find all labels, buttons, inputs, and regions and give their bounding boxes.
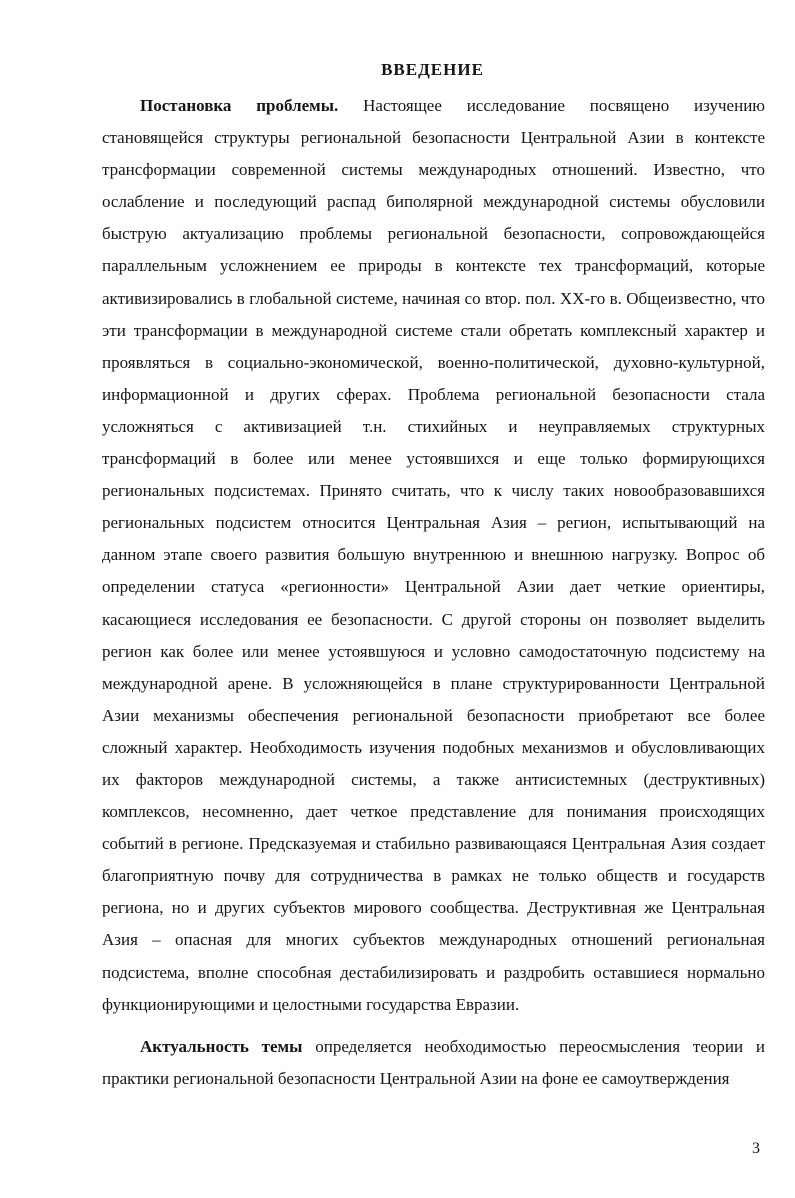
paragraph-text: определяется необходимостью переосмысления теории и практики региональной безопасности Центральной Азии на фоне ее самоутверждения <box>102 1036 765 1088</box>
page-number: 3 <box>752 1140 760 1157</box>
paragraph-relevance <box>102 1031 765 1095</box>
paragraph-problem-statement <box>102 90 765 1021</box>
paragraph-text: Настоящее исследование посвящено изучению становящейся структуры региональной безопасности Центральной Азии в контексте трансформации современной системы международных отношений. Известно, что ослабление и последующий распад биполярной международной системы обусловили быструю актуализацию проблемы региональной безопасности, сопровождающейся параллельным усложнением ее природы в контексте тех трансформаций, которые активизировались в глобальной системе, начиная со втор. пол. XX-го в. Общеизвестно, что эти трансформации в международной системе стали обретать комплексный характер и проявляться в социально-экономической, военно-политической, духовно-культурной, информационной и других сферах. Проблема региональной безопасности стала усложняться с активизацией т.н. стихийных и неуправляемых структурных трансформаций в более или менее устоявшихся и еще только формирующихся региональных подсистемах. Принято считать, что к числу таких новообразовавшихся региональных подсистем относится Центральная Азия – регион, испытывающий на данном этапе своего развития большую внутреннюю и внешнюю нагрузку. Вопрос об определении статуса «регионности» Центральной Азии дает четкие ориентиры, касающиеся исследования ее безопасности. С другой стороны он позволяет выделить регион как более или менее устоявшуюся и условно самодостаточную подсистему на международной арене. В усложняющейся в плане структурированности Центральной Азии механизмы обеспечения региональной безопасности приобретают все более сложный характер. Необходимость изучения подобных механизмов и обусловливающих их факторов международной системы, а также антисистемных (деструктивных) комплексов, несомненно, дает четкое представление для понимания происходящих событий в регионе. Предсказуемая и стабильно развивающаяся Центральная Азия создает благоприятную почву для сотрудничества в рамках не только обществ и государств региона, но и других субъектов мирового сообщества. Деструктивная же Центральная Азия – опасная для многих субъектов международных отношений региональная подсистема, вполне способная дестабилизировать и раздробить оставшиеся нормально функционирующими и целостными государства Евразии. <box>102 96 765 1014</box>
paragraph-lead: Постановка проблемы. <box>140 96 339 115</box>
document-body <box>102 90 765 1095</box>
paragraph-lead: Актуальность темы <box>140 1036 303 1056</box>
page-title: ВВЕДЕНИЕ <box>381 60 484 79</box>
